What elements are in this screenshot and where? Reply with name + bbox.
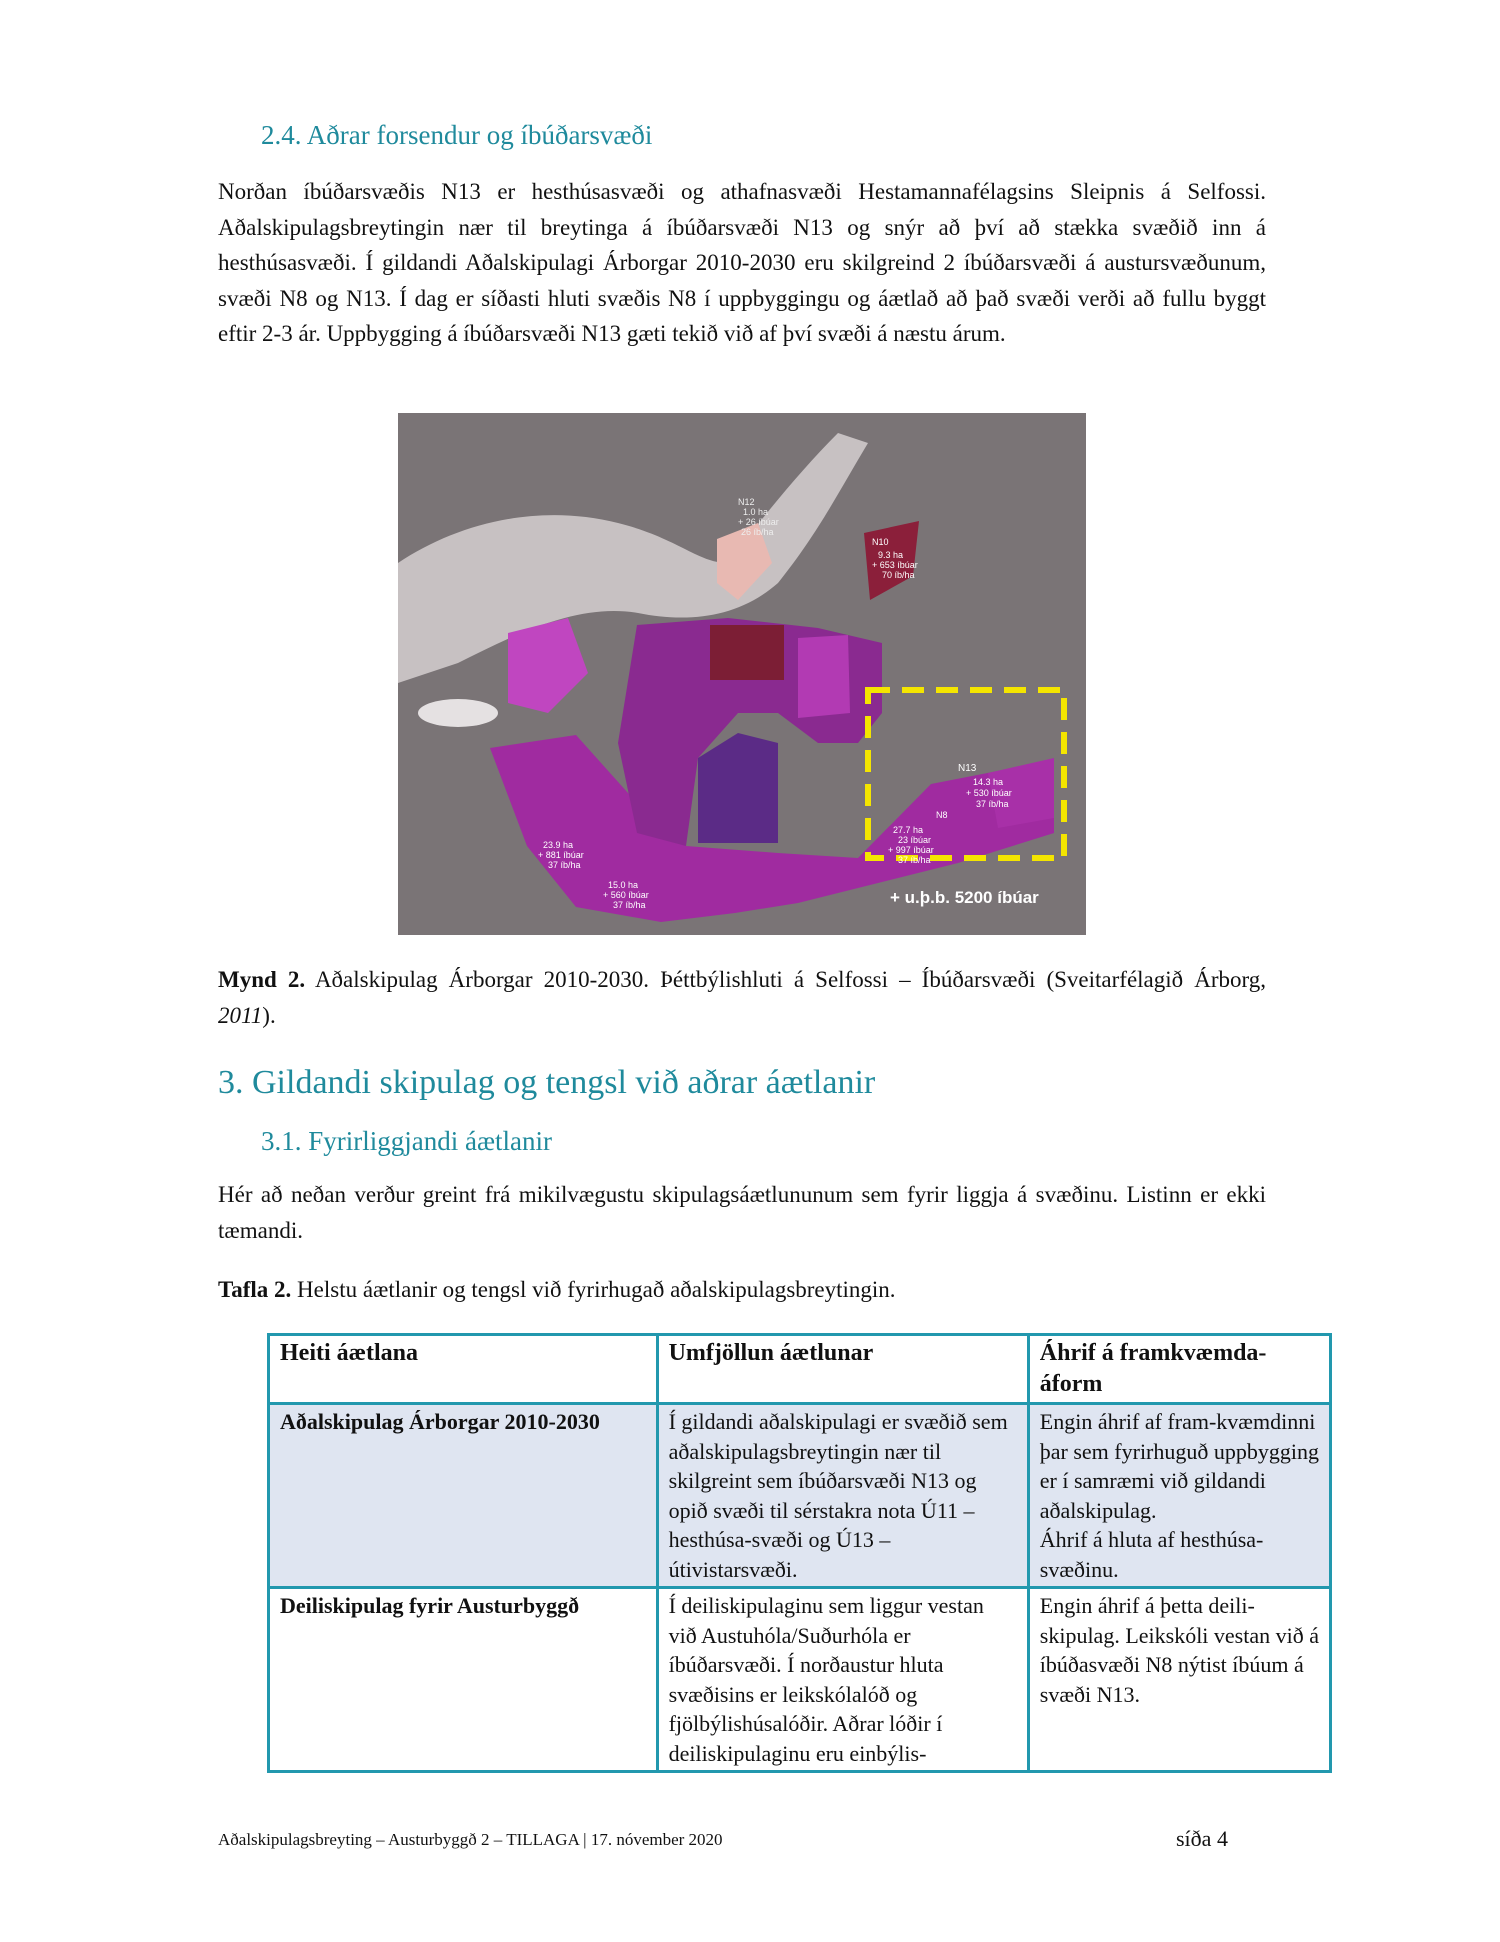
table-header-row (269, 1335, 1331, 1404)
map-label-n10: N10 (872, 537, 889, 547)
figure-caption-year: 2011 (218, 1002, 263, 1028)
map-label-n13-area: 14.3 ha (973, 777, 1004, 787)
plans-table (267, 1333, 1332, 1773)
footer-document-title: Aðalskipulagsbreyting – Austurbyggð 2 – TILLAGA | 17. nóvember 2020 (218, 1830, 723, 1849)
map-label-n4-area: 23.9 ha (543, 840, 574, 850)
map-label-n8-area: 27.7 ha (893, 825, 924, 835)
map-label-n8-density: 37 íb/ha (898, 855, 931, 865)
figure-caption-end: ). (262, 1002, 276, 1028)
table-row (269, 1588, 1331, 1772)
map-label-n8-existing: 23 íbúar (898, 835, 932, 845)
table-caption-text: Helstu áætlanir og tengsl við fyrirhugað aðalskipulagsbreytingin. (291, 1277, 896, 1302)
figure-caption-text: Aðalskipulag Árborgar 2010-2030. Þéttbýlishluti á Selfossi – Íbúðarsvæði (Sveitarfélagið Árborg, (305, 967, 1266, 992)
map-label-n13-residents: + 530 íbúar (966, 788, 1012, 798)
table-header: Áhrif á framkvæmda-áform (1028, 1335, 1330, 1404)
map-label-n4-residents: + 881 íbúar (538, 850, 584, 860)
section-3-paragraph: Hér að neðan verður greint frá mikilvægustu skipulagsáætlununum sem fyrir liggja á svæðinu. Listinn er ekki tæmandi. (218, 1182, 1266, 1243)
map-label-n10-area: 9.3 ha (878, 550, 904, 560)
table-cell: Aðalskipulag Árborgar 2010-2030 (269, 1404, 658, 1588)
table-cell-line: Engin áhrif af fram-kvæmdinni þar sem fyrirhuguð uppbygging er í samræmi við gildandi aðalskipulag. (1039, 1409, 1319, 1523)
table-header: Heiti áætlana (269, 1335, 658, 1404)
map-label-n12-density: 26 íb/ha (741, 527, 774, 537)
map-label-n10-residents: + 653 íbúar (872, 560, 918, 570)
table-row (269, 1404, 1331, 1588)
body-paragraph: Norðan íbúðarsvæðis N13 er hesthúsasvæði og athafnasvæði Hestamannafélagsins Sleipnis á Selfossi. Aðalskipulagsbreytingin nær til breytinga á íbúðarsvæði N13 og snýr að því að stækka svæðið inn á hesthúsasvæði. Í gildandi Aðalskipulagi Árborgar 2010-2030 eru skilgreind 2 íbúðarsvæði á austursvæðunum, svæði N8 og N13. Í dag er síðasti hluti svæðis N8 í uppbyggingu og áætlað að það svæði verði að fullu byggt eftir 2-3 ár. Uppbygging á íbúðarsvæði N13 gæti tekið við af því svæði á næstu árum. (218, 179, 1266, 346)
map-total-label: + u.þ.b. 5200 íbúar (890, 888, 1039, 907)
table-cell (1028, 1404, 1330, 1588)
table-cell: Í gildandi aðalskipulagi er svæðið sem aðalskipulagsbreytingin nær til skilgreint sem íbúðarsvæði N13 og opið svæði til sérstakra nota Ú11 – hesthúsa-svæði og Ú13 – útivistarsvæði. (657, 1404, 1028, 1588)
table-cell-line: Áhrif á hluta af hesthúsa-svæðinu. (1039, 1527, 1264, 1582)
section-heading-3-1: 3.1. Fyrirliggjandi áætlanir (261, 1126, 552, 1156)
table-caption (218, 1272, 1266, 1308)
aerial-zoning-map (398, 413, 1086, 935)
section-heading-3: 3. Gildandi skipulag og tengsl við aðrar áætlanir (218, 1064, 876, 1101)
table-cell: Deiliskipulag fyrir Austurbyggð (269, 1588, 658, 1772)
table-cell: Engin áhrif á þetta deili-skipulag. Leikskóli vestan við á íbúðasvæði N8 nýtist íbúum á svæði N13. (1028, 1588, 1330, 1772)
footer-page-number: síða 4 (1176, 1826, 1228, 1851)
map-label-n4-density: 37 íb/ha (548, 860, 581, 870)
table-header: Umfjöllun áætlunar (657, 1335, 1028, 1404)
map-label-n12: N12 (738, 497, 755, 507)
figure-caption (218, 962, 1266, 1033)
map-label-n5-residents: + 560 íbúar (603, 890, 649, 900)
zoning-map-figure (398, 413, 1086, 935)
map-label-n12-residents: + 26 íbúar (738, 517, 779, 527)
map-label-n13: N13 (958, 763, 977, 774)
map-label-n8-residents: + 997 íbúar (888, 845, 934, 855)
figure-caption-label: Mynd 2. (218, 967, 306, 992)
section-heading-2-4: 2.4. Aðrar forsendur og íbúðarsvæði (261, 120, 653, 150)
table-cell: Í deiliskipulaginu sem liggur vestan við Austuhóla/Suðurhóla er íbúðarsvæði. Í norðaustur hluta svæðisins er leikskólalóð og fjölbýlishúsalóðir. Aðrar lóðir í deiliskipulaginu eru einbýlis- (657, 1588, 1028, 1772)
map-label-n5-area: 15.0 ha (608, 880, 639, 890)
map-label-n13-density: 37 íb/ha (976, 799, 1009, 809)
map-label-n12-area: 1.0 ha (743, 507, 769, 517)
map-label-n5-density: 37 íb/ha (613, 900, 646, 910)
map-label-n10-density: 70 íb/ha (882, 570, 915, 580)
table-caption-label: Tafla 2. (218, 1277, 292, 1302)
map-label-n8: N8 (936, 810, 948, 820)
